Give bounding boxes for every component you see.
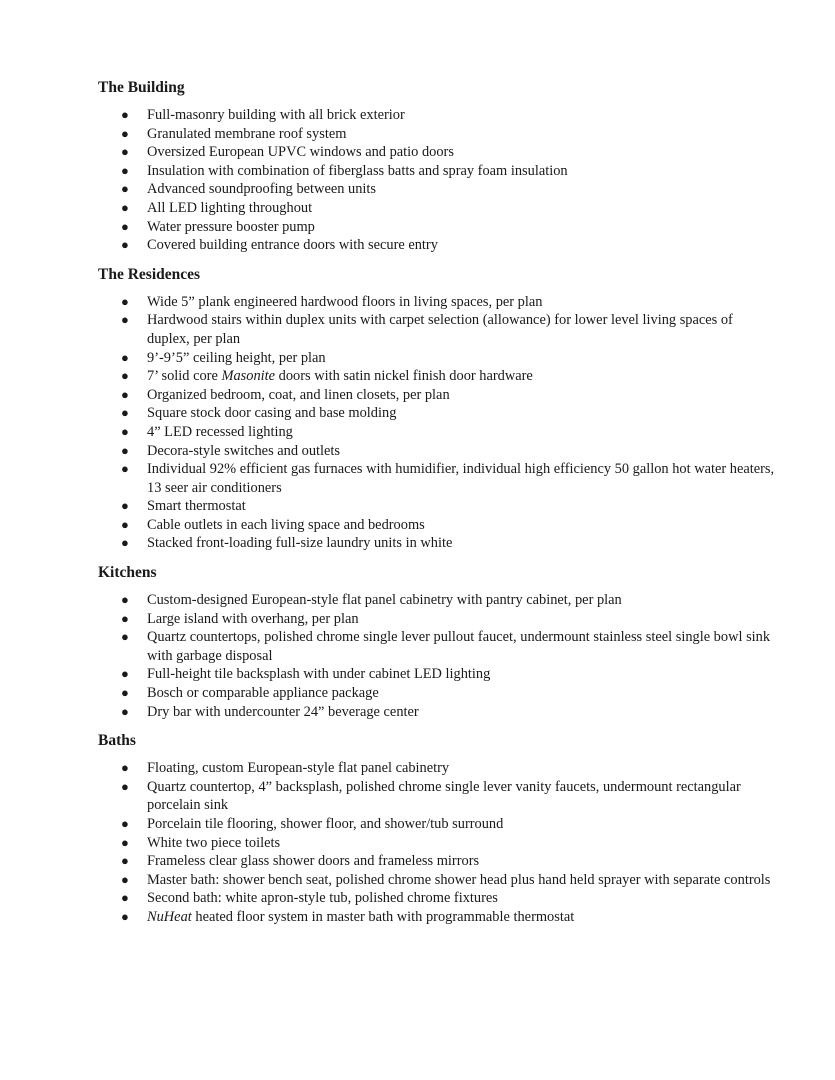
list-item: [98, 404, 775, 423]
item-text: Insulation with combination of fiberglass batts and spray foam insulation: [147, 162, 568, 179]
list-item: [98, 367, 775, 386]
item-text: 4” LED recessed lighting: [147, 423, 293, 440]
bullet-list-the-residences: [98, 293, 775, 553]
list-item: [98, 759, 775, 778]
list-item: [98, 460, 775, 497]
bullet-icon: ●: [121, 760, 129, 776]
list-item: [98, 834, 775, 853]
bullet-icon: ●: [121, 423, 129, 439]
list-item: [98, 218, 775, 237]
item-text: Master bath: shower bench seat, polished chrome shower head plus hand held sprayer with separate controls: [147, 871, 771, 888]
bullet-icon: ●: [121, 144, 129, 160]
item-text: Custom-designed European-style flat panel cabinetry with pantry cabinet, per plan: [147, 592, 622, 609]
bullet-icon: ●: [121, 349, 129, 365]
item-text: Organized bedroom, coat, and linen closets, per plan: [147, 386, 450, 403]
list-item: [98, 106, 775, 125]
italic-text: NuHeat: [147, 908, 192, 925]
item-text: Square stock door casing and base molding: [147, 405, 397, 422]
bullet-icon: ●: [121, 834, 129, 850]
item-text: Bosch or comparable appliance package: [147, 685, 379, 702]
item-text: 9’-9’5” ceiling height, per plan: [147, 349, 326, 366]
list-item: [98, 703, 775, 722]
bullet-icon: ●: [121, 908, 129, 924]
bullet-icon: ●: [121, 162, 129, 178]
list-item: [98, 497, 775, 516]
list-item: [98, 516, 775, 535]
list-item: [98, 386, 775, 405]
list-item: [98, 591, 775, 610]
list-item: [98, 628, 775, 665]
list-item: [98, 889, 775, 908]
bullet-icon: ●: [121, 218, 129, 234]
item-text: Cable outlets in each living space and bedrooms: [147, 516, 425, 533]
italic-text: Masonite: [221, 368, 276, 385]
bullet-icon: ●: [121, 610, 129, 626]
list-item: [98, 125, 775, 144]
bullet-icon: ●: [121, 535, 129, 551]
bullet-icon: ●: [121, 237, 129, 253]
section-heading-the-residences: The Residences: [98, 265, 201, 283]
list-item: [98, 293, 775, 312]
list-item: [98, 199, 775, 218]
bullet-icon: ●: [121, 816, 129, 831]
bullet-icon: ●: [121, 498, 129, 514]
bullet-icon: ●: [121, 293, 129, 309]
bullet-icon: ●: [121, 685, 129, 701]
item-text: Full-masonry building with all brick exterior: [147, 107, 405, 123]
bullet-icon: ●: [121, 442, 129, 458]
bullet-icon: ●: [121, 666, 129, 682]
list-item: [98, 871, 775, 890]
item-text: Quartz countertops, polished chrome single lever pullout faucet, undermount stainless steel single bowl sink with garbage disposal: [147, 629, 771, 664]
section-heading-baths: Baths: [98, 732, 136, 750]
list-item: [98, 236, 775, 255]
bullet-icon: ●: [121, 778, 129, 794]
item-text: All LED lighting throughout: [147, 199, 313, 216]
item-text: White two piece toilets: [147, 834, 281, 851]
item-text: Individual 92% efficient gas furnaces with humidifier, individual high efficiency 50 gallon hot water heaters, 13 seer air conditioners: [147, 461, 775, 496]
bullet-icon: ●: [121, 703, 129, 719]
bullet-icon: ●: [121, 405, 129, 421]
item-text: Floating, custom European-style flat panel cabinetry: [147, 760, 450, 777]
item-text: 7’ solid core: [147, 368, 222, 385]
list-item: [98, 815, 775, 834]
list-item: [98, 908, 775, 927]
bullet-icon: ●: [121, 107, 129, 122]
list-item: [98, 162, 775, 181]
bullet-icon: ●: [121, 181, 129, 197]
item-text: Frameless clear glass shower doors and frameless mirrors: [147, 853, 480, 870]
bullet-icon: ●: [121, 592, 129, 608]
list-item: [98, 684, 775, 703]
item-text: doors with satin nickel finish door hardware: [275, 368, 533, 385]
bullet-icon: ●: [121, 629, 129, 645]
bullet-icon: ●: [121, 199, 129, 215]
item-text: Decora-style switches and outlets: [147, 442, 341, 459]
bullet-icon: ●: [121, 890, 129, 906]
bullet-icon: ●: [121, 853, 129, 869]
section-heading-kitchens: Kitchens: [98, 564, 157, 582]
bullet-icon: ●: [121, 871, 129, 887]
item-text: Smart thermostat: [147, 498, 246, 515]
item-text: Hardwood stairs within duplex units with carpet selection (allowance) for lower level living spaces of duplex, per plan: [147, 312, 733, 347]
list-item: [98, 311, 775, 348]
item-text: heated floor system in master bath with programmable thermostat: [191, 908, 575, 925]
item-text: Second bath: white apron-style tub, polished chrome fixtures: [147, 890, 498, 907]
item-text: Advanced soundproofing between units: [147, 181, 376, 198]
item-text: Porcelain tile flooring, shower floor, and shower/tub surround: [147, 816, 504, 832]
item-text: Stacked front-loading full-size laundry units in white: [147, 535, 453, 552]
item-text: Wide 5” plank engineered hardwood floors in living spaces, per plan: [147, 293, 543, 310]
bullet-icon: ●: [121, 516, 129, 532]
list-item: [98, 534, 775, 553]
section-heading-the-building: The Building: [98, 79, 185, 96]
list-item: [98, 423, 775, 442]
list-item: [98, 665, 775, 684]
bullet-icon: ●: [121, 125, 129, 141]
item-text: Water pressure booster pump: [147, 218, 315, 235]
list-item: [98, 180, 775, 199]
item-text: Large island with overhang, per plan: [147, 610, 359, 627]
bullet-icon: ●: [121, 461, 129, 477]
list-item: [98, 610, 775, 629]
bullet-list-baths: [98, 759, 775, 926]
item-text: Full-height tile backsplash with under cabinet LED lighting: [147, 666, 491, 683]
item-text: Quartz countertop, 4” backsplash, polished chrome single lever vanity faucets, undermount rectangular porcelain sink: [147, 778, 741, 814]
list-item: [98, 442, 775, 461]
bullet-icon: ●: [121, 368, 129, 384]
bullet-list-the-building: [98, 106, 775, 255]
bullet-list-kitchens: [98, 591, 775, 721]
list-item: [98, 778, 775, 815]
list-item: [98, 349, 775, 368]
bullet-icon: ●: [121, 312, 129, 328]
item-text: Dry bar with undercounter 24” beverage center: [147, 703, 419, 720]
list-item: [98, 852, 775, 871]
item-text: Covered building entrance doors with secure entry: [147, 237, 438, 254]
bullet-icon: ●: [121, 386, 129, 402]
list-item: [98, 143, 775, 162]
item-text: Granulated membrane roof system: [147, 125, 347, 142]
item-text: Oversized European UPVC windows and patio doors: [147, 144, 454, 161]
